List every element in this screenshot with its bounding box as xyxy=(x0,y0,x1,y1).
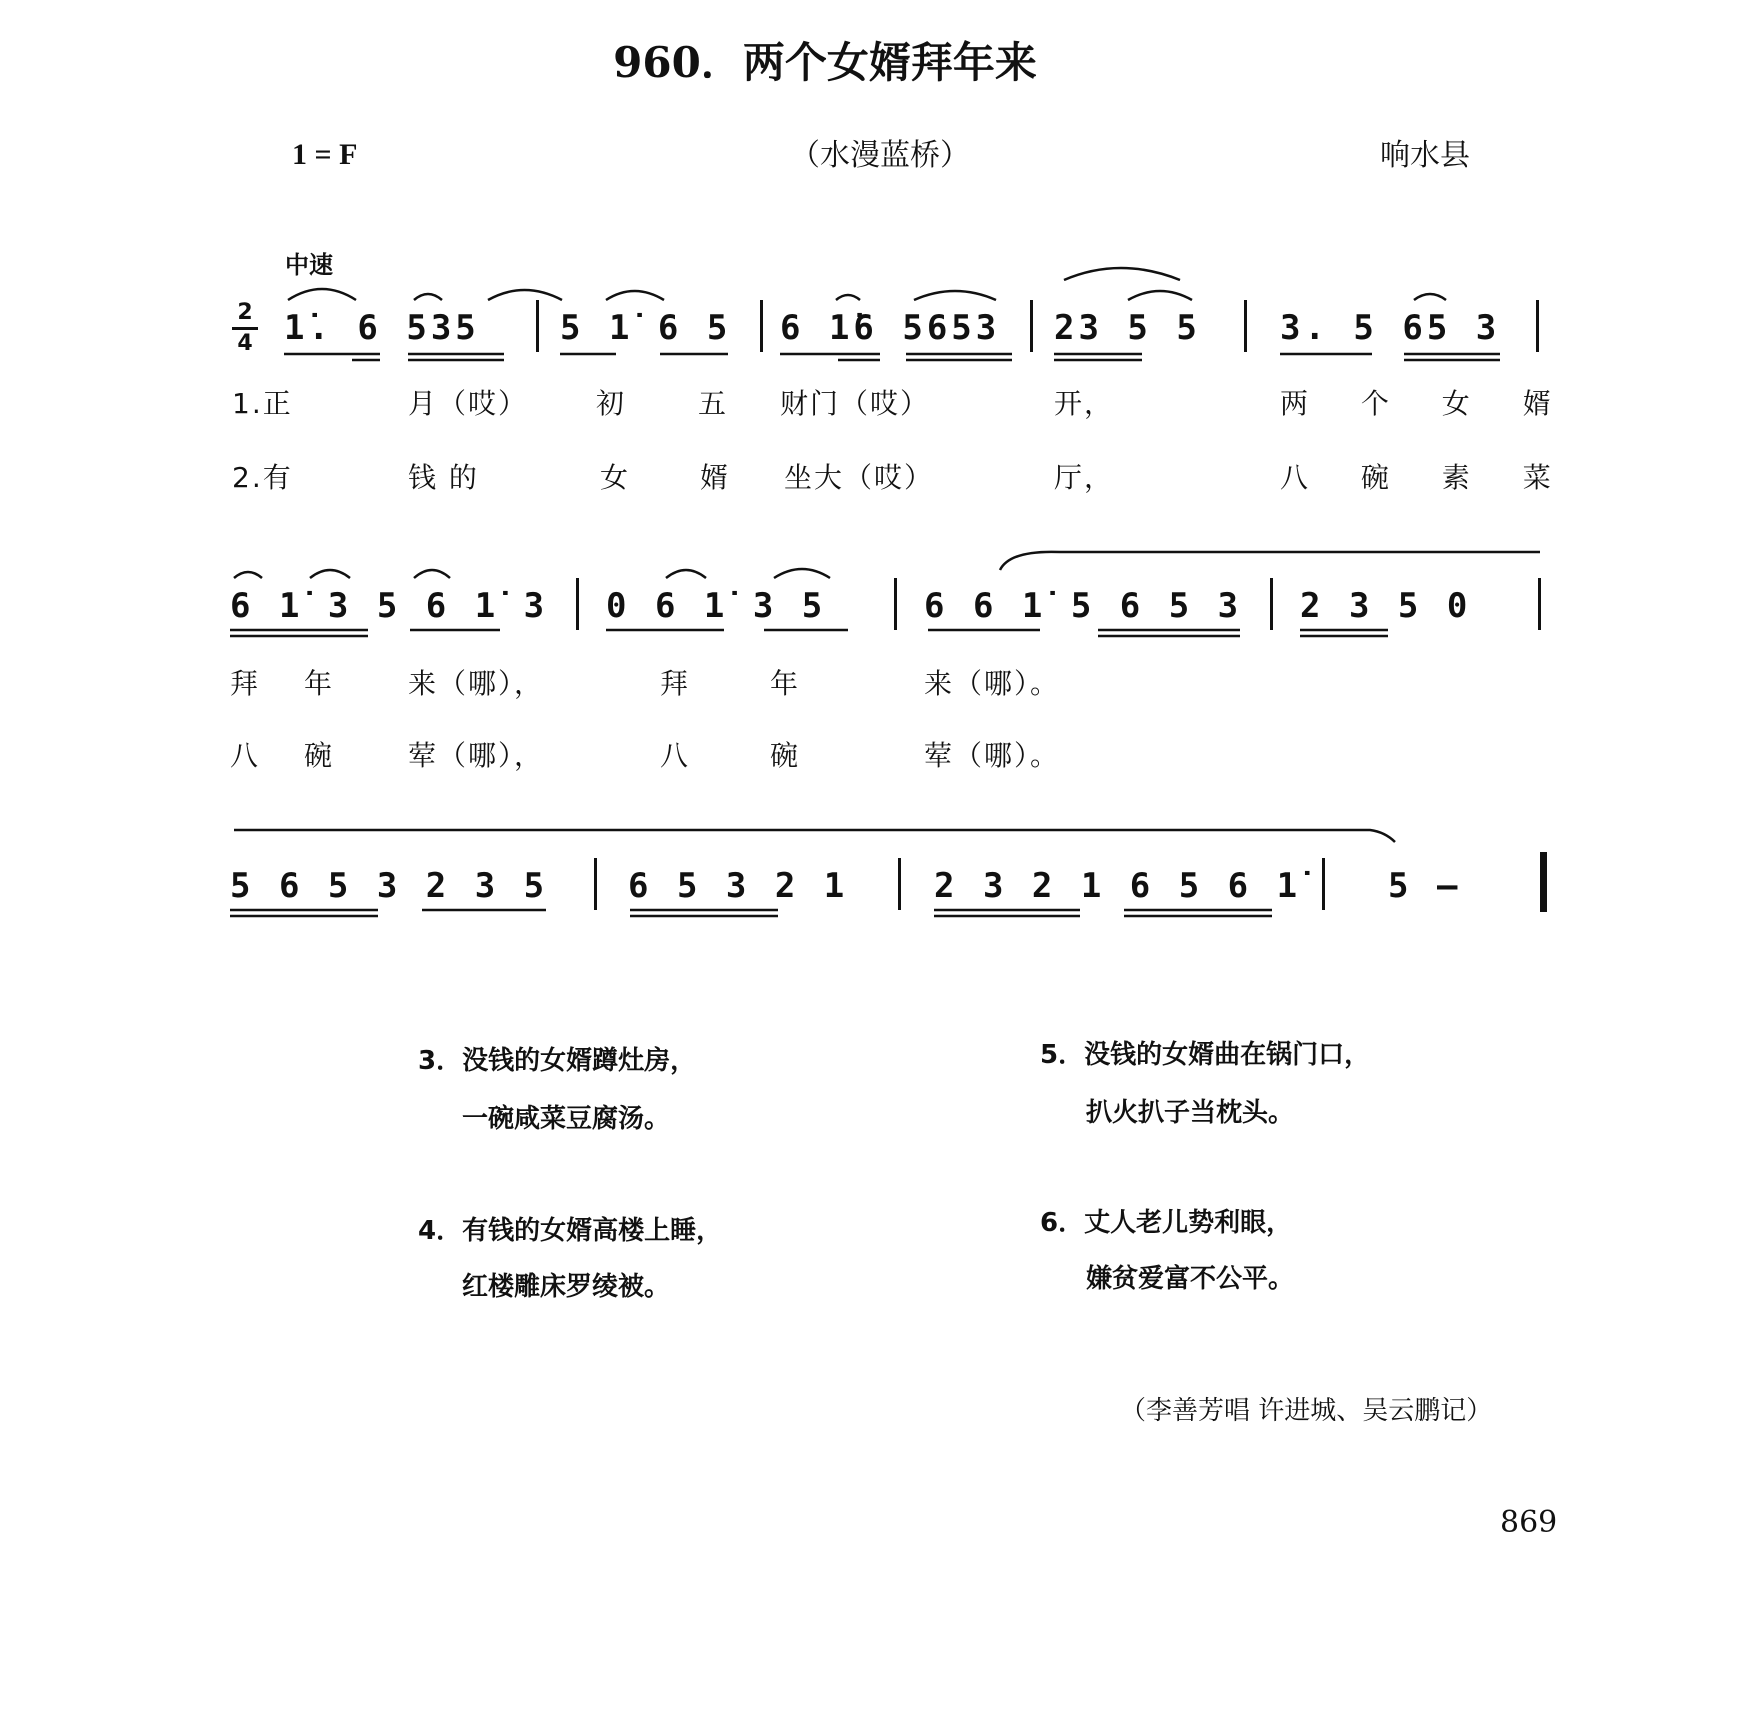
slur xyxy=(414,294,442,300)
performer-credit: （李善芳唱 许进城、吴云鹏记） xyxy=(1120,1396,1493,1426)
lyric: 坐大（哎） xyxy=(784,461,935,494)
verse-4-line-2: 红楼雕床罗绫被。 xyxy=(462,1272,671,1302)
barline xyxy=(576,578,579,630)
lyric: 八 碗 素 菜 xyxy=(1280,461,1573,494)
slur xyxy=(1414,294,1446,300)
barline xyxy=(894,578,897,630)
verse-3-line-2: 一碗咸菜豆腐汤。 xyxy=(462,1104,671,1134)
measure: 2 3 2 1 6 5 6 1̇ xyxy=(934,866,1302,906)
slur xyxy=(1000,552,1540,570)
measure: 0 6 1̇ 3 5 xyxy=(606,586,827,626)
verse-6-line-1: 6．丈人老儿势利眼， xyxy=(1040,1208,1293,1238)
tune-subtitle: （水漫蓝桥） xyxy=(790,138,970,173)
lyric: 荤（哪）。 xyxy=(924,739,1061,772)
verse-5-line-1: 5．没钱的女婿曲在锅门口， xyxy=(1040,1040,1371,1070)
slur xyxy=(488,290,562,300)
measure: 6 6 1̇ 5 6 5 3 xyxy=(924,586,1243,626)
slur xyxy=(234,572,262,578)
lyric: 拜 xyxy=(660,667,691,700)
measure: 5 – xyxy=(1388,866,1462,906)
slur xyxy=(1064,268,1180,280)
page-number: 869 xyxy=(1500,1505,1558,1540)
lyric: 厅， xyxy=(1054,461,1115,494)
measure: 3. 5 65 3 xyxy=(1280,308,1501,348)
lyric: 月（哎） xyxy=(408,387,529,420)
lyric: 财门（哎） xyxy=(780,387,931,420)
slur xyxy=(774,569,830,578)
slur xyxy=(234,830,1395,842)
lyric: 2.有 xyxy=(232,461,293,494)
lyric: 年 xyxy=(304,667,335,700)
measure: 23 5 5 xyxy=(1054,308,1201,348)
slur xyxy=(310,570,350,578)
verse-3-line-1: 3．没钱的女婿蹲灶房， xyxy=(418,1046,697,1076)
slur xyxy=(1128,291,1192,300)
barline xyxy=(594,858,597,910)
barline xyxy=(1538,578,1541,630)
key-signature: 1 = F xyxy=(292,138,358,171)
page-title: 960．两个女婿拜年来 xyxy=(613,38,1037,87)
barline xyxy=(760,300,763,352)
time-signature-bottom: 4 xyxy=(237,331,253,356)
measure: 6 1̇6 5653 xyxy=(780,308,1001,348)
barline xyxy=(1322,858,1325,910)
lyric: 来（哪）。 xyxy=(924,667,1061,700)
slur xyxy=(666,570,706,578)
lyric: 八 xyxy=(230,739,261,772)
lyric: 八 xyxy=(660,739,691,772)
lyric: 开， xyxy=(1054,387,1115,420)
slur xyxy=(606,291,664,300)
lyric: 1.正 xyxy=(232,387,293,420)
lyric: 两 个 女 婿 xyxy=(1280,387,1573,420)
lyric: 钱 的 xyxy=(408,461,479,494)
measure: 6 1̇ 3 5 6 1̇ 3 xyxy=(230,586,549,626)
barline xyxy=(1270,578,1273,630)
lyric: 碗 xyxy=(304,739,335,772)
verse-5-line-2: 扒火扒子当枕头。 xyxy=(1086,1098,1295,1128)
lyric: 婿 xyxy=(700,461,731,494)
measure: 5 1̇ 6 5 xyxy=(560,308,732,348)
lyric: 拜 xyxy=(230,667,261,700)
measure: 1̇. 6 535 xyxy=(284,308,480,348)
final-barline xyxy=(1540,852,1547,912)
lyric: 女 xyxy=(600,461,631,494)
lyric: 初 xyxy=(596,387,627,420)
measure: 6 5 3 2 1 xyxy=(628,866,849,906)
measure: 2 3 5 0 xyxy=(1300,586,1472,626)
barline xyxy=(1244,300,1247,352)
time-signature-top: 2 xyxy=(237,300,253,325)
lyric: 五 xyxy=(698,387,729,420)
slur xyxy=(836,295,860,300)
barline xyxy=(1536,300,1539,352)
slur xyxy=(914,291,996,300)
slur xyxy=(288,289,356,300)
lyric: 荤（哪）， xyxy=(408,739,545,772)
measure: 5 6 5 3 2 3 5 xyxy=(230,866,549,906)
barline xyxy=(536,300,539,352)
verse-4-line-1: 4．有钱的女婿高楼上睡， xyxy=(418,1216,723,1246)
region-label: 响水县 xyxy=(1380,138,1470,173)
lyric: 来（哪）， xyxy=(408,667,545,700)
tempo-marking: 中速 xyxy=(285,251,333,279)
barline xyxy=(898,858,901,910)
verse-6-line-2: 嫌贫爱富不公平。 xyxy=(1086,1264,1295,1294)
slur xyxy=(414,570,450,578)
lyric: 年 xyxy=(770,667,801,700)
barline xyxy=(1030,300,1033,352)
lyric: 碗 xyxy=(770,739,801,772)
time-signature xyxy=(232,300,258,357)
